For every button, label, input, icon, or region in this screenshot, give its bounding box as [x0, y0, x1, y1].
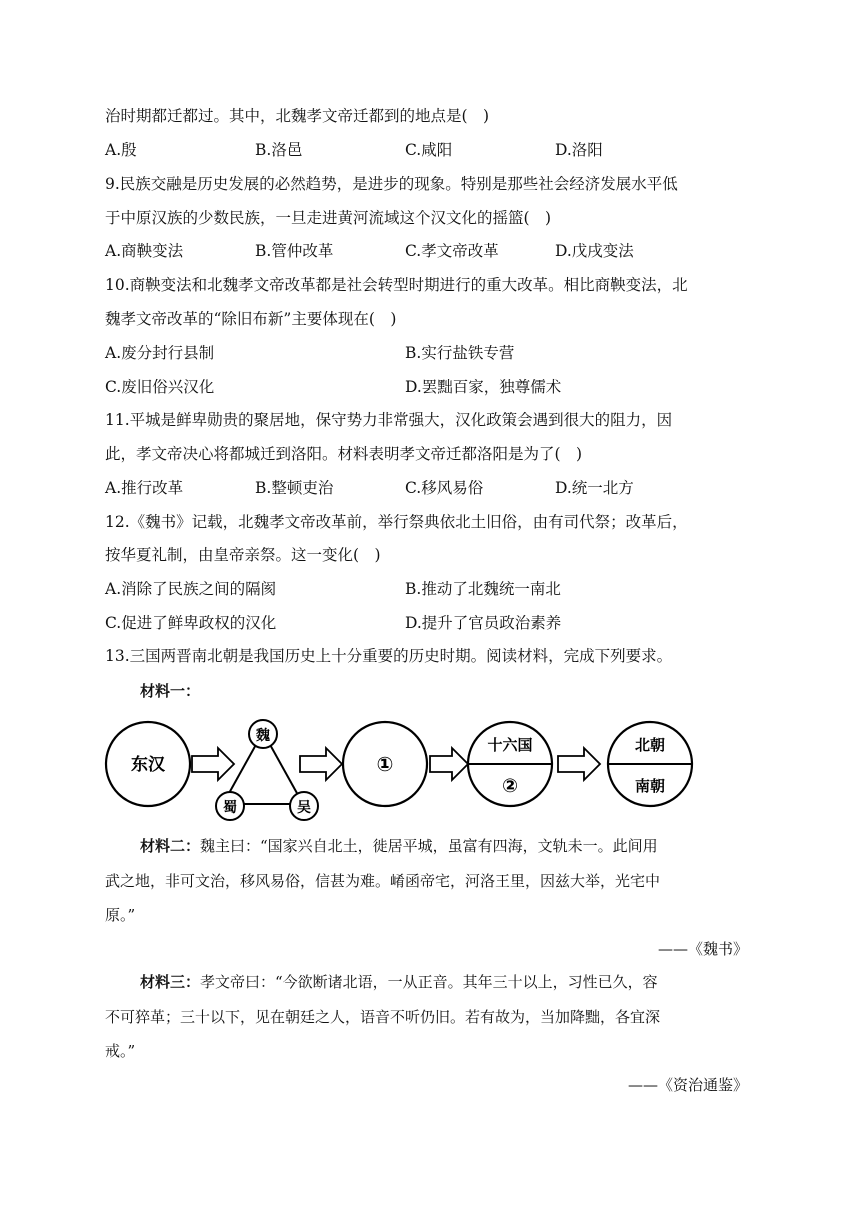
- q10-stem-line2: 魏孝文帝改革的“除旧布新”主要体现在( ): [105, 310, 397, 328]
- q8-option-c[interactable]: C.咸阳: [405, 141, 453, 159]
- q9-stem-line1: 9.民族交融是历史发展的必然趋势，是进步的现象。特别是那些社会经济发展水平低: [105, 175, 678, 193]
- q10-option-a[interactable]: A.废分封行县制: [105, 344, 215, 362]
- material3-line3: 戒。”: [105, 1042, 136, 1060]
- q8-stem: 治时期都迁都过。其中，北魏孝文帝迁都到的地点是( ): [105, 107, 490, 125]
- q11-stem-line2: 此，孝文帝决心将都城迁到洛阳。材料表明孝文帝迁都洛阳是为了( ): [105, 445, 583, 463]
- q8-option-d[interactable]: D.洛阳: [555, 141, 603, 159]
- material2-line2: 武之地，非可文治，移风易俗，信甚为难。崤函帝宅，河洛王里，因兹大举，光宅中: [105, 872, 661, 890]
- wu-label: 吴: [297, 800, 311, 816]
- east-han-label: 东汉: [131, 755, 165, 775]
- q11-option-d[interactable]: D.统一北方: [555, 479, 634, 497]
- q12-option-b[interactable]: B.推动了北魏统一南北: [405, 580, 561, 598]
- arrow-3: [430, 748, 468, 780]
- material3-line2: 不可猝革；三十以下，见在朝廷之人，语音不听仍旧。若有故为，当加降黜，各宜深: [105, 1008, 661, 1026]
- blank-1-label: ①: [376, 752, 394, 776]
- q11-option-c[interactable]: C.移风易俗: [405, 479, 484, 497]
- q9-option-b[interactable]: B.管仲改革: [255, 242, 334, 260]
- q12-option-c[interactable]: C.促进了鲜卑政权的汉化: [105, 614, 277, 632]
- q9-option-d[interactable]: D.戊戌变法: [555, 242, 634, 260]
- arrow-4: [558, 748, 600, 780]
- material2-line3: 原。”: [105, 906, 136, 924]
- material3-label: 材料三：: [140, 973, 201, 991]
- q13-stem: 13.三国两晋南北朝是我国历史上十分重要的历史时期。阅读材料，完成下列要求。: [105, 647, 673, 665]
- material2-line1: [105, 836, 750, 856]
- arrow-2: [300, 748, 342, 780]
- material2-label: 材料二：: [140, 837, 201, 855]
- material3-source: ——《资治通鉴》: [627, 1076, 748, 1094]
- q8-option-b[interactable]: B.洛邑: [255, 141, 303, 159]
- q10-option-c[interactable]: C.废旧俗兴汉化: [105, 378, 215, 396]
- q9-option-c[interactable]: C.孝文帝改革: [405, 242, 499, 260]
- north-label: 北朝: [634, 736, 666, 754]
- q12-option-d[interactable]: D.提升了官员政治素养: [405, 614, 562, 632]
- shu-label: 蜀: [223, 800, 237, 816]
- q9-option-a[interactable]: A.商鞅变法: [105, 242, 184, 260]
- south-label: 南朝: [634, 777, 666, 795]
- sixteen-label: 十六国: [487, 736, 533, 754]
- q11-stem-line1: 11.平城是鲜卑勋贵的聚居地，保守势力非常强大，汉化政策会遇到很大的阻力，因: [105, 411, 673, 429]
- material1-label: 材料一：: [140, 682, 201, 700]
- material2-source: ——《魏书》: [657, 940, 748, 958]
- q12-option-a[interactable]: A.消除了民族之间的隔阂: [105, 580, 277, 598]
- material2-text-1: 魏主曰：“国家兴自北土，徙居平城，虽富有四海，文轨未一。此间用: [200, 837, 658, 855]
- q12-stem-line2: 按华夏礼制，由皇帝亲祭。这一变化( ): [105, 546, 381, 564]
- dynasty-diagram: [100, 712, 710, 824]
- q10-option-b[interactable]: B.实行盐铁专营: [405, 344, 515, 362]
- material3-text-1: 孝文帝曰：“今欲断诸北语，一从正音。其年三十以上，习性已久，容: [200, 973, 658, 991]
- q12-stem-line1: 12.《魏书》记载，北魏孝文帝改革前，举行祭典依北土旧俗，由有司代祭；改革后，: [105, 513, 688, 531]
- q10-stem-line1: 10.商鞅变法和北魏孝文帝改革都是社会转型时期进行的重大改革。相比商鞅变法，北: [105, 276, 688, 294]
- q10-option-d[interactable]: D.罢黜百家，独尊儒术: [405, 378, 562, 396]
- arrow-1: [192, 748, 234, 780]
- q8-option-a[interactable]: A.殷: [105, 141, 137, 159]
- blank-2-label: ②: [501, 775, 519, 797]
- q9-stem-line2: 于中原汉族的少数民族，一旦走进黄河流域这个汉文化的摇篮( ): [105, 209, 552, 227]
- wei-label: 魏: [256, 728, 270, 744]
- material3-line1: [105, 972, 750, 992]
- q11-option-b[interactable]: B.整顿吏治: [255, 479, 334, 497]
- q11-option-a[interactable]: A.推行改革: [105, 479, 184, 497]
